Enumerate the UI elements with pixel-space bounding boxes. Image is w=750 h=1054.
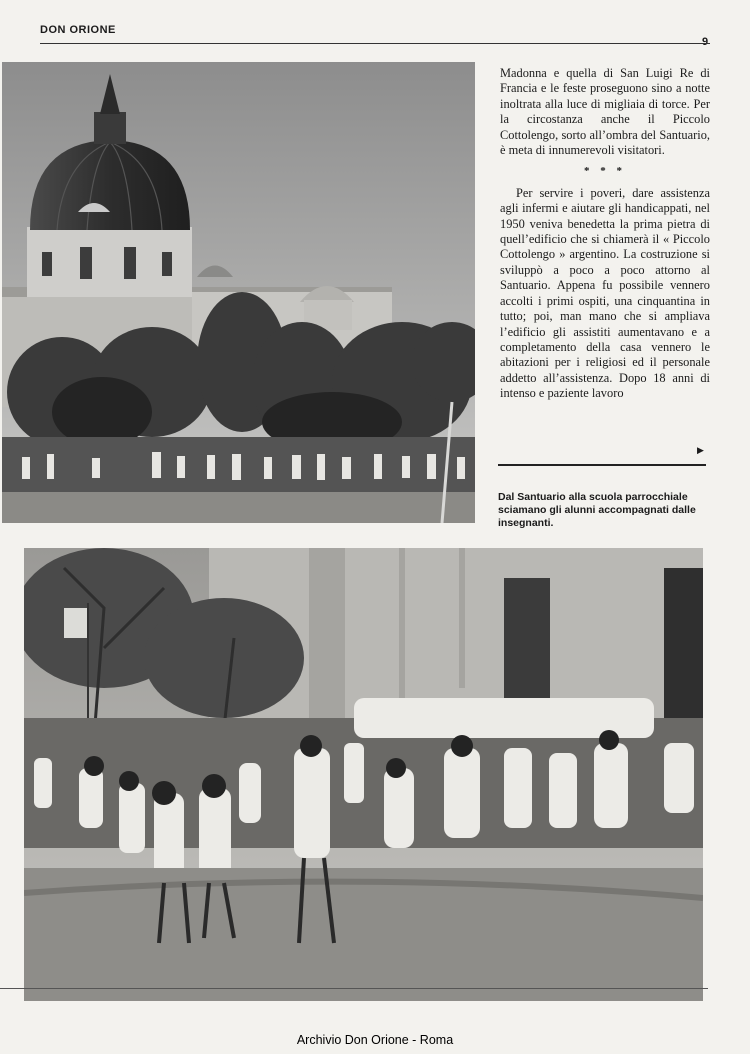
section-separator: * * * <box>584 165 626 178</box>
header-rule <box>40 43 710 44</box>
running-header-title: DON ORIONE <box>40 24 116 36</box>
archive-label: Archivio Don Orione - Roma <box>296 1033 454 1047</box>
bottom-rule <box>0 988 708 989</box>
article-paragraph-2: Per servire i poveri, dare assistenza agli infermi e aiutare gli handicappati, nel 1950 veniva benedetta la prima pietra di quell’edificio che si chiamerà il « Piccolo Cottolengo » argentino. La costruzione si sviluppò a poco a poco attorno al Santuario. Appena fu possibile vennero accolti i primi ospiti, una cinquantina in tutto; poi, man mano che si ampliava l’edificio gli assistiti aumentavano e a completamento della casa vennero le abitazioni per i religiosi ed il personale addetto all’assistenza. Dopo 18 anni di intenso e paziente lavoro <box>500 185 710 401</box>
page-number: 9 <box>702 36 709 48</box>
continue-arrow-icon: ▶ <box>697 445 704 455</box>
article-column <box>500 66 710 402</box>
students-procession-illustration <box>24 548 703 1001</box>
sanctuary-photo-illustration <box>2 62 475 523</box>
sanctuary-photo <box>2 62 475 523</box>
students-procession-photo <box>24 548 703 1001</box>
article-paragraph-1: Madonna e quella di San Luigi Re di Francia e le feste proseguono sino a notte inoltrata alla luce di migliaia di torce. Per la circostanza anche il Piccolo Cottolengo, sorto all’ombra del Santuario, è meta di innumerevoli visitatori. <box>500 66 710 158</box>
photo-caption: Dal Santuario alla scuola parrocchiale sciamano gli alunni accompagnati dalle insegnanti. <box>498 491 696 529</box>
caption-rule <box>498 464 706 466</box>
